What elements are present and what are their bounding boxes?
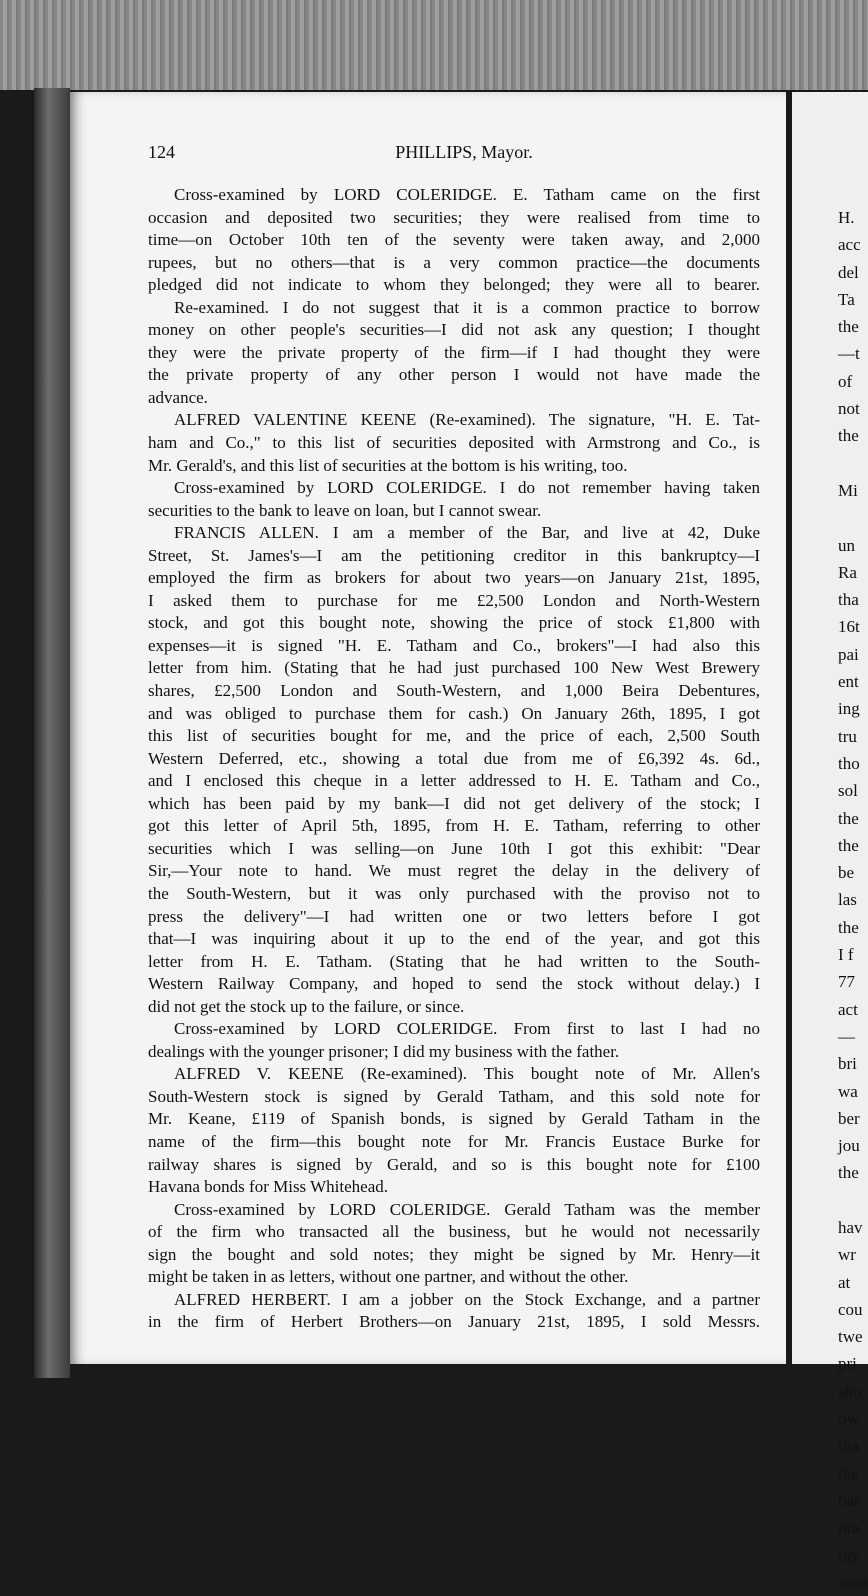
text-line: did not get the stock up to the failure, or since. bbox=[148, 996, 465, 1016]
text-line: Street, St. James's—I am the petitioning creditor in this bankruptcy—I bbox=[148, 545, 760, 565]
facing-page-fragment: ber bbox=[838, 1108, 860, 1128]
text-line: Mr. Keane, £119 of Spanish bonds, is signed by Gerald Tatham in the bbox=[148, 1109, 760, 1129]
facing-page-fragment: the bbox=[838, 808, 859, 828]
facing-page-fragment: the bbox=[838, 426, 859, 446]
book-spine bbox=[34, 88, 70, 1378]
text-line: letter from H. E. Tatham. (Stating that he had written to the South- bbox=[148, 951, 760, 971]
text-line: South-Western stock is signed by Gerald Tatham, and this sold note for bbox=[148, 1086, 760, 1106]
facing-page-fragment: the bbox=[838, 1463, 859, 1483]
facing-page-fragment: bar bbox=[838, 1490, 860, 1510]
facing-page-fragment: tho bbox=[838, 753, 860, 773]
text-line: Havana bonds for Miss Whitehead. bbox=[148, 1177, 388, 1197]
text-line: Sir,—Your note to hand. We must regret the delay in the delivery of bbox=[148, 861, 760, 881]
text-line: employed the firm as brokers for about two years—on January 21st, 1895, bbox=[148, 568, 760, 588]
facing-page-fragment: wr bbox=[838, 1245, 856, 1265]
text-line: occasion and deposited two securities; they were realised from time to bbox=[148, 207, 760, 227]
facing-page-fragment: secu bbox=[838, 1572, 868, 1592]
text-line: this list of securities bought for me, and the price of each, 2,500 South bbox=[148, 726, 760, 746]
facing-page-fragment: ow bbox=[838, 1409, 859, 1429]
facing-page-fragment: bri bbox=[838, 1054, 857, 1074]
text-line: pledged did not indicate to whom they belonged; they were all to bearer. bbox=[148, 275, 760, 295]
text-line: sign the bought and sold notes; they might be signed by Mr. Henry—it bbox=[148, 1244, 760, 1264]
facing-page-fragment: las bbox=[838, 890, 857, 910]
facing-page-fragment: 16t bbox=[838, 617, 860, 637]
facing-page-fragment: jou bbox=[838, 1136, 860, 1156]
text-line: letter from him. (Stating that he had just purchased 100 New West Brewery bbox=[148, 658, 760, 678]
text-line: that—I was inquiring about it up to the end of the year, and got this bbox=[148, 929, 760, 949]
facing-page-fragment: tru bbox=[838, 726, 857, 746]
text-line: securities to the bank to leave on loan, but I cannot swear. bbox=[148, 500, 542, 520]
text-line: Cross-examined by LORD COLERIDGE. E. Tatham came on the first bbox=[174, 185, 760, 204]
text-line: ALFRED V. KEENE (Re-examined). This bought note of Mr. Allen's bbox=[174, 1064, 760, 1084]
text-line: of the firm who transacted all the business, but he would not necessarily bbox=[148, 1222, 760, 1242]
page-number: 124 bbox=[148, 142, 175, 162]
text-line: stock, and got this bought note, showing the price of stock £1,800 with bbox=[148, 613, 760, 633]
facing-page-fragment: H. bbox=[838, 208, 855, 227]
text-line: FRANCIS ALLEN. I am a member of the Bar, and live at 42, Duke bbox=[174, 523, 760, 543]
body-text bbox=[148, 184, 760, 1334]
facing-page-fragment: 77 bbox=[838, 972, 855, 992]
facing-page-fragment bbox=[792, 504, 868, 531]
facing-page-fragment: del bbox=[838, 262, 859, 282]
facing-page-fragment: hav bbox=[838, 1217, 863, 1237]
facing-page-fragment: tha bbox=[838, 1436, 859, 1456]
text-line: and was obliged to purchase them for cash.) On January 26th, 1895, I got bbox=[148, 703, 760, 723]
facing-page-fragment: at bbox=[838, 1272, 851, 1292]
text-line: Re-examined. I do not suggest that it is a common practice to borrow bbox=[174, 297, 760, 317]
text-line: advance. bbox=[148, 387, 208, 407]
facing-page-fragment bbox=[792, 1187, 868, 1214]
facing-page-fragment: the bbox=[838, 917, 859, 937]
text-line: name of the firm—this bought note for Mr. Francis Eustace Burke for bbox=[148, 1131, 760, 1151]
facing-page-fragment: sho bbox=[838, 1381, 862, 1401]
text-line: money on other people's securities—I did not ask any question; I thought bbox=[148, 320, 760, 340]
text-line: in the firm of Herbert Brothers—on January 21st, 1895, I sold Messrs. bbox=[148, 1312, 760, 1332]
spacer bbox=[792, 92, 868, 204]
text-line: ham and Co.," to this list of securities deposited with Armstrong and Co., is bbox=[148, 433, 760, 453]
facing-page-fragment: Ra bbox=[838, 562, 857, 582]
facing-page-fragment: be bbox=[838, 863, 855, 883]
facing-page-fragment: I f bbox=[838, 945, 854, 965]
text-line: rupees, but no others—that is a very common practice—the documents bbox=[148, 252, 760, 272]
text-line: Western Railway Company, and hoped to send the stock without delay.) I bbox=[148, 974, 760, 994]
text-line: and I enclosed this cheque in a letter addressed to H. E. Tatham and Co., bbox=[148, 771, 760, 791]
page-header bbox=[148, 142, 780, 168]
facing-page-fragment: —t bbox=[838, 344, 860, 364]
facing-page-fragment: the bbox=[838, 835, 859, 855]
text-line: expenses—it is signed "H. E. Tatham and Co., brokers"—I had also this bbox=[148, 635, 760, 655]
text-line: the private property of any other person I would not have made the bbox=[148, 365, 760, 385]
facing-page-fragment: tha bbox=[838, 590, 859, 610]
facing-page-fragment: pri bbox=[838, 1354, 857, 1374]
facing-page-fragment bbox=[792, 450, 868, 477]
text-line: ALFRED VALENTINE KEENE (Re-examined). The signature, "H. E. Tat- bbox=[174, 410, 760, 430]
facing-page-fragment: my bbox=[838, 1545, 860, 1565]
text-line: Cross-examined by LORD COLERIDGE. From first to last I had no bbox=[174, 1019, 760, 1039]
text-line: Cross-examined by LORD COLERIDGE. Gerald Tatham was the member bbox=[174, 1199, 760, 1219]
facing-page-fragment: the bbox=[838, 1163, 859, 1183]
facing-page-fragment: sol bbox=[838, 781, 858, 801]
facing-page-fragment: Ta bbox=[838, 289, 855, 309]
text-line: they were the private property of the firm—if I had thought they were bbox=[148, 342, 760, 362]
facing-page-fragment: wa bbox=[838, 1081, 858, 1101]
text-line: railway shares is signed by Gerald, and so is this bought note for £100 bbox=[148, 1154, 760, 1174]
text-line: shares, £2,500 London and South-Western, and 1,000 Beira Debentures, bbox=[148, 681, 760, 701]
facing-page-fragment: act bbox=[838, 999, 858, 1019]
running-head: PHILLIPS, Mayor. bbox=[395, 142, 533, 162]
scan-background bbox=[0, 0, 868, 90]
facing-page-fragment: — bbox=[838, 1026, 855, 1046]
text-line: the South-Western, but it was only purchased with the proviso not to bbox=[148, 883, 760, 903]
facing-page-fragment: of bbox=[838, 371, 853, 391]
text-line: securities which I was selling—on June 10th I got this exhibit: "Dear bbox=[148, 838, 760, 858]
facing-page-fragment: pra bbox=[838, 1518, 860, 1538]
facing-page-fragment: Mi bbox=[838, 480, 858, 500]
facing-page-fragment: not bbox=[838, 399, 860, 419]
text-line: Mr. Gerald's, and this list of securities at the bottom is his writing, too. bbox=[148, 455, 628, 475]
facing-page-fragment: ent bbox=[838, 672, 859, 692]
text-line: which has been paid by my bank—I did not get delivery of the stock; I bbox=[148, 793, 760, 813]
text-line: Western Deferred, etc., showing a total due from me of £6,392 4s. 6d., bbox=[148, 748, 760, 768]
text-line: press the delivery"—I had written one or two letters before I got bbox=[148, 906, 760, 926]
facing-page-fragment: ing bbox=[838, 699, 860, 719]
text-line: dealings with the younger prisoner; I did my business with the father. bbox=[148, 1041, 620, 1061]
text-line: Cross-examined by LORD COLERIDGE. I do not remember having taken bbox=[174, 478, 760, 498]
facing-page-fragment: the bbox=[838, 317, 859, 337]
text-line: got this letter of April 5th, 1895, from H. E. Tatham, referring to other bbox=[148, 816, 760, 836]
text-line: ALFRED HERBERT. I am a jobber on the Stock Exchange, and a partner bbox=[174, 1289, 760, 1309]
facing-page-fragment: cou bbox=[838, 1299, 863, 1319]
text-line: I asked them to purchase for me £2,500 London and North-Western bbox=[148, 590, 760, 610]
facing-page-fragment: un bbox=[838, 535, 855, 555]
facing-page-fragment: twe bbox=[838, 1327, 863, 1347]
text-line: time—on October 10th ten of the seventy were taken away, and 2,000 bbox=[148, 230, 760, 250]
text-line: might be taken in as letters, without one partner, and without the other. bbox=[148, 1267, 629, 1287]
facing-page-fragment: acc bbox=[838, 235, 861, 255]
facing-page-edge bbox=[792, 92, 868, 1592]
facing-page-fragment: pai bbox=[838, 644, 859, 664]
